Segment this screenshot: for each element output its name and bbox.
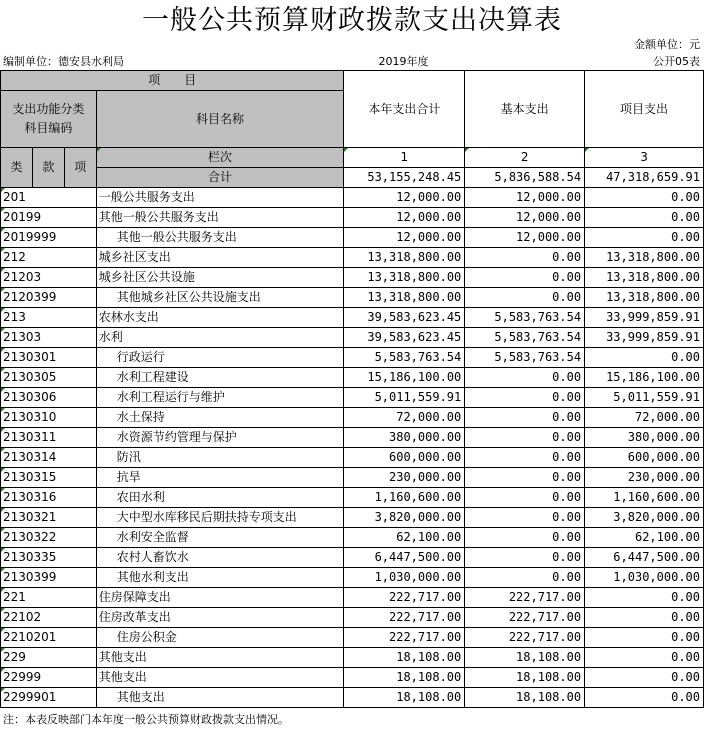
row-subject-name: 农田水利	[96, 488, 344, 508]
row-total: 1,030,000.00	[344, 568, 465, 588]
row-basic: 0.00	[465, 268, 585, 288]
table-row	[1, 208, 704, 228]
row-project: 0.00	[585, 608, 704, 628]
row-code: 2130305	[1, 368, 97, 388]
row-basic: 0.00	[465, 508, 585, 528]
report-title: 一般公共预算财政拨款支出决算表	[142, 5, 562, 36]
row-code: 221	[1, 588, 97, 608]
form-number-label: 公开05表	[653, 55, 700, 68]
row-project: 13,318,800.00	[585, 248, 704, 268]
row-subject-name: 城乡社区支出	[96, 248, 344, 268]
table-row	[1, 528, 704, 548]
table-row	[1, 348, 704, 368]
row-subject-name: 其他一般公共服务支出	[96, 208, 344, 228]
row-project: 33,999,859.91	[585, 308, 704, 328]
row-basic: 18,108.00	[465, 648, 585, 668]
row-project: 0.00	[585, 348, 704, 368]
table-row	[1, 648, 704, 668]
row-subject-name: 农林水支出	[96, 308, 344, 328]
row-total: 222,717.00	[344, 588, 465, 608]
table-row	[1, 448, 704, 468]
row-project: 0.00	[585, 668, 704, 688]
row-total: 13,318,800.00	[344, 288, 465, 308]
row-total: 12,000.00	[344, 188, 465, 208]
total-row-total: 53,155,248.45	[344, 168, 465, 188]
row-subject-name: 水利工程建设	[96, 368, 344, 388]
row-code: 2210201	[1, 628, 97, 648]
row-total: 230,000.00	[344, 468, 465, 488]
row-subject-name: 水资源节约管理与保护	[96, 428, 344, 448]
row-code: 2120399	[1, 288, 97, 308]
row-subject-name: 其他城乡社区公共设施支出	[96, 288, 344, 308]
table-row	[1, 308, 704, 328]
row-project: 62,100.00	[585, 528, 704, 548]
row-subject-name: 其他支出	[96, 648, 344, 668]
row-total: 72,000.00	[344, 408, 465, 428]
row-total: 380,000.00	[344, 428, 465, 448]
fiscal-year-label: 2019年度	[378, 55, 429, 68]
table-row	[1, 388, 704, 408]
row-code: 20199	[1, 208, 97, 228]
row-total: 12,000.00	[344, 228, 465, 248]
row-code: 2130335	[1, 548, 97, 568]
header-kuan: 款	[32, 148, 64, 188]
row-basic: 0.00	[465, 408, 585, 428]
table-row	[1, 468, 704, 488]
row-project: 1,160,600.00	[585, 488, 704, 508]
expenditure-table	[0, 70, 704, 708]
row-subject-name: 防汛	[96, 448, 344, 468]
header-func-code: 支出功能分类 科目编码	[1, 91, 97, 148]
header-subject-name: 科目名称	[96, 91, 344, 148]
row-code: 2130311	[1, 428, 97, 448]
row-basic: 0.00	[465, 368, 585, 388]
row-subject-name: 水利	[96, 328, 344, 348]
table-row	[1, 288, 704, 308]
row-subject-name: 抗旱	[96, 468, 344, 488]
row-subject-name: 行政运行	[96, 348, 344, 368]
row-project: 33,999,859.91	[585, 328, 704, 348]
row-project: 0.00	[585, 228, 704, 248]
table-row	[1, 188, 704, 208]
total-row-basic: 5,836,588.54	[465, 168, 585, 188]
total-row-label: 合计	[96, 168, 344, 188]
row-basic: 222,717.00	[465, 628, 585, 648]
total-row-project: 47,318,659.91	[585, 168, 704, 188]
row-basic: 0.00	[465, 528, 585, 548]
row-total: 13,318,800.00	[344, 268, 465, 288]
row-code: 2019999	[1, 228, 97, 248]
row-subject-name: 其他支出	[96, 668, 344, 688]
row-subject-name: 水利安全监督	[96, 528, 344, 548]
table-row	[1, 588, 704, 608]
row-subject-name: 一般公共服务支出	[96, 188, 344, 208]
row-project: 15,186,100.00	[585, 368, 704, 388]
row-total: 18,108.00	[344, 648, 465, 668]
row-basic: 18,108.00	[465, 668, 585, 688]
row-project: 380,000.00	[585, 428, 704, 448]
row-project: 0.00	[585, 588, 704, 608]
row-basic: 222,717.00	[465, 608, 585, 628]
row-project: 3,820,000.00	[585, 508, 704, 528]
row-subject-name: 其他水利支出	[96, 568, 344, 588]
table-row	[1, 328, 704, 348]
row-basic: 0.00	[465, 548, 585, 568]
row-project: 0.00	[585, 188, 704, 208]
row-total: 39,583,623.45	[344, 328, 465, 348]
footnote: 注：本表反映部门本年度一般公共预算财政拨款支出情况。	[3, 713, 289, 726]
table-row	[1, 408, 704, 428]
row-basic: 0.00	[465, 488, 585, 508]
row-project: 13,318,800.00	[585, 268, 704, 288]
table-row	[1, 488, 704, 508]
table-row	[1, 248, 704, 268]
row-subject-name: 大中型水库移民后期扶持专项支出	[96, 508, 344, 528]
row-code: 201	[1, 188, 97, 208]
row-code: 2130314	[1, 448, 97, 468]
row-subject-name: 住房改革支出	[96, 608, 344, 628]
table-row	[1, 508, 704, 528]
row-subject-name: 水土保持	[96, 408, 344, 428]
row-basic: 5,583,763.54	[465, 308, 585, 328]
row-total: 13,318,800.00	[344, 248, 465, 268]
table-row	[1, 568, 704, 588]
header-lei: 类	[1, 148, 33, 188]
header-xiang: 项	[64, 148, 96, 188]
header-project: 项目支出	[585, 71, 704, 148]
column-number-3: 3	[585, 148, 704, 168]
column-number-1: 1	[344, 148, 465, 168]
row-project: 0.00	[585, 208, 704, 228]
row-code: 22999	[1, 668, 97, 688]
row-subject-name: 农村人畜饮水	[96, 548, 344, 568]
row-project: 72,000.00	[585, 408, 704, 428]
organization-label: 编制单位：德安县水利局	[3, 55, 124, 68]
row-basic: 0.00	[465, 428, 585, 448]
row-basic: 0.00	[465, 388, 585, 408]
table-row	[1, 608, 704, 628]
row-total: 18,108.00	[344, 668, 465, 688]
row-total: 222,717.00	[344, 628, 465, 648]
table-row	[1, 548, 704, 568]
row-total: 600,000.00	[344, 448, 465, 468]
header-item: 项 目	[1, 71, 344, 91]
row-basic: 0.00	[465, 568, 585, 588]
row-code: 2130399	[1, 568, 97, 588]
row-code: 229	[1, 648, 97, 668]
row-code: 2130316	[1, 488, 97, 508]
row-code: 2130321	[1, 508, 97, 528]
row-total: 15,186,100.00	[344, 368, 465, 388]
row-code: 2130322	[1, 528, 97, 548]
header-lanci: 栏次	[96, 148, 344, 168]
header-total: 本年支出合计	[344, 71, 465, 148]
row-code: 21203	[1, 268, 97, 288]
currency-unit-label: 金额单位：元	[634, 38, 700, 51]
row-project: 13,318,800.00	[585, 288, 704, 308]
row-total: 222,717.00	[344, 608, 465, 628]
row-subject-name: 住房公积金	[96, 628, 344, 648]
row-basic: 0.00	[465, 248, 585, 268]
row-basic: 0.00	[465, 288, 585, 308]
row-project: 1,030,000.00	[585, 568, 704, 588]
table-row	[1, 228, 704, 248]
row-total: 5,011,559.91	[344, 388, 465, 408]
table-row	[1, 428, 704, 448]
row-code: 22102	[1, 608, 97, 628]
row-subject-name: 其他一般公共服务支出	[96, 228, 344, 248]
row-basic: 5,583,763.54	[465, 348, 585, 368]
column-number-2: 2	[465, 148, 585, 168]
row-project: 0.00	[585, 628, 704, 648]
row-code: 213	[1, 308, 97, 328]
row-total: 5,583,763.54	[344, 348, 465, 368]
row-total: 12,000.00	[344, 208, 465, 228]
row-subject-name: 城乡社区公共设施	[96, 268, 344, 288]
header-basic: 基本支出	[465, 71, 585, 148]
row-basic: 12,000.00	[465, 208, 585, 228]
row-basic: 18,108.00	[465, 688, 585, 708]
row-total: 3,820,000.00	[344, 508, 465, 528]
row-basic: 12,000.00	[465, 188, 585, 208]
row-total: 39,583,623.45	[344, 308, 465, 328]
row-code: 21303	[1, 328, 97, 348]
row-basic: 12,000.00	[465, 228, 585, 248]
row-total: 18,108.00	[344, 688, 465, 708]
row-code: 212	[1, 248, 97, 268]
row-total: 62,100.00	[344, 528, 465, 548]
table-row	[1, 268, 704, 288]
row-project: 600,000.00	[585, 448, 704, 468]
row-basic: 0.00	[465, 448, 585, 468]
table-row	[1, 668, 704, 688]
row-code: 2130301	[1, 348, 97, 368]
row-code: 2299901	[1, 688, 97, 708]
row-project: 6,447,500.00	[585, 548, 704, 568]
row-subject-name: 住房保障支出	[96, 588, 344, 608]
row-total: 1,160,600.00	[344, 488, 465, 508]
row-code: 2130310	[1, 408, 97, 428]
row-project: 5,011,559.91	[585, 388, 704, 408]
row-code: 2130315	[1, 468, 97, 488]
table-row	[1, 688, 704, 708]
row-project: 0.00	[585, 688, 704, 708]
table-row	[1, 628, 704, 648]
row-total: 6,447,500.00	[344, 548, 465, 568]
row-basic: 222,717.00	[465, 588, 585, 608]
row-subject-name: 其他支出	[96, 688, 344, 708]
table-row	[1, 368, 704, 388]
row-subject-name: 水利工程运行与维护	[96, 388, 344, 408]
row-code: 2130306	[1, 388, 97, 408]
row-project: 0.00	[585, 648, 704, 668]
row-project: 230,000.00	[585, 468, 704, 488]
row-basic: 5,583,763.54	[465, 328, 585, 348]
row-basic: 0.00	[465, 468, 585, 488]
